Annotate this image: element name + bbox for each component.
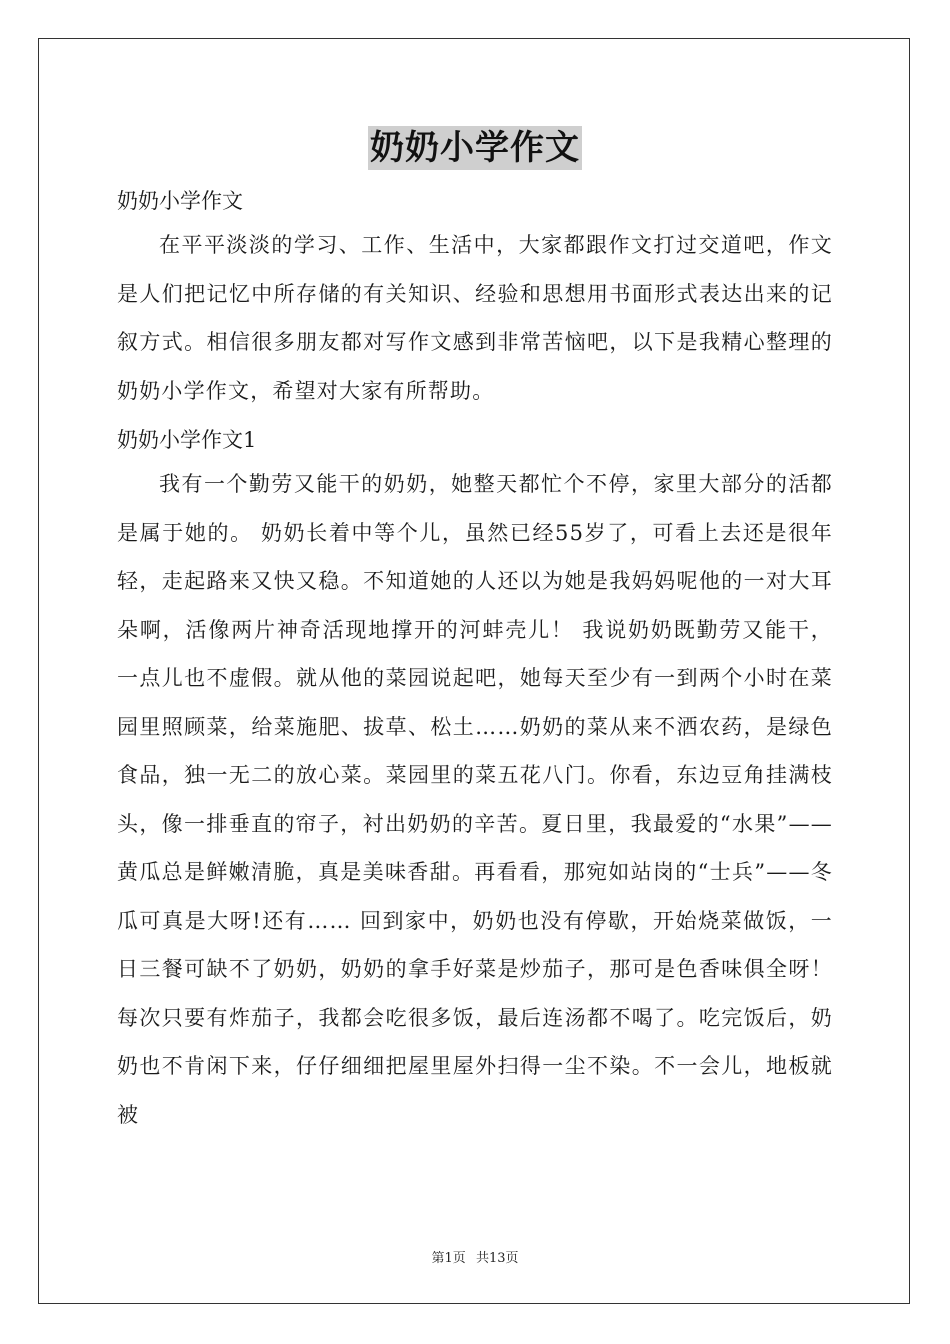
intro-paragraph: 在平平淡淡的学习、工作、生活中，大家都跟作文打过交道吧，作文是人们把记忆中所存储的有关知识、经验和思想用书面形式表达出来的记叙方式。相信很多朋友都对写作文感到非常苦恼吧，以下是我精心整理的奶奶小学作文，希望对大家有所帮助。: [117, 233, 833, 403]
page-number: 第1页: [431, 1251, 466, 1266]
section-heading: 奶奶小学作文1: [117, 428, 257, 452]
title-container: [0, 126, 950, 170]
page-footer: [0, 1247, 950, 1266]
subtitle: 奶奶小学作文: [117, 189, 243, 213]
page-total: 共13页: [475, 1251, 519, 1266]
body-paragraph: 我有一个勤劳又能干的奶奶，她整天都忙个不停，家里大部分的活都是属于她的。 奶奶长着中等个儿，虽然已经55岁了，可看上去还是很年轻，走起路来又快又稳。不知道她的人还以为她是我妈妈呢他的一对大耳朵啊，活像两片神奇活现地撑开的河蚌壳儿！ 我说奶奶既勤劳又能干，一点儿也不虚假。就从他的菜园说起吧，她每天至少有一到两个小时在菜园里照顾菜，给菜施肥、拔草、松土……奶奶的菜从来不洒农药，是绿色食品，独一无二的放心菜。菜园里的菜五花八门。你看，东边豆角挂满枝头，像一排垂直的帘子，衬出奶奶的辛苦。夏日里，我最爱的“水果”——黄瓜总是鲜嫩清脆，真是美味香甜。再看看，那宛如站岗的“士兵”——冬瓜可真是大呀!还有…… 回到家中，奶奶也没有停歇，开始烧菜做饭，一日三餐可缺不了奶奶，奶奶的拿手好菜是炒茄子，那可是色香味俱全呀！每次只要有炸茄子，我都会吃很多饭，最后连汤都不喝了。吃完饭后，奶奶也不肯闲下来，仔仔细细把屋里屋外扫得一尘不染。不一会儿，地板就被: [117, 472, 833, 1127]
document-title: 奶奶小学作文: [370, 128, 580, 168]
document-body: [117, 180, 833, 1139]
